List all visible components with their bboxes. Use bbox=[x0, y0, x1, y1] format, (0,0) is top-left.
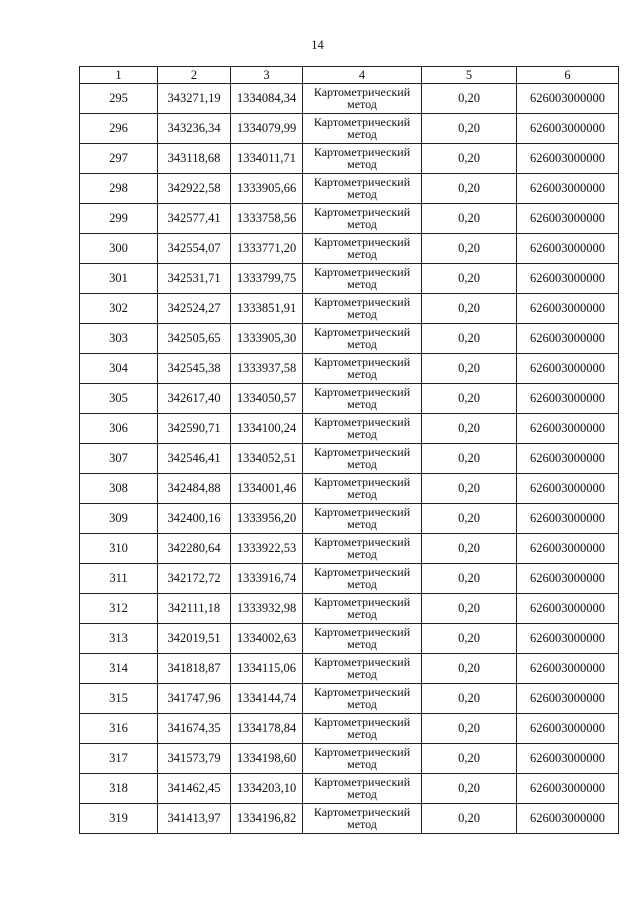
method-label-line2: метод bbox=[347, 186, 377, 201]
method-cell bbox=[303, 264, 422, 294]
accuracy-cell: 0,20 bbox=[422, 204, 517, 234]
table-row bbox=[80, 84, 619, 114]
accuracy-cell: 0,20 bbox=[422, 114, 517, 144]
method-label-line1: Картометрический bbox=[313, 775, 411, 789]
code-cell: 626003000000 bbox=[517, 444, 619, 474]
point-number-cell: 307 bbox=[80, 444, 158, 474]
y-coordinate-cell: 1333916,74 bbox=[231, 564, 303, 594]
point-number-cell: 297 bbox=[80, 144, 158, 174]
table-row bbox=[80, 234, 619, 264]
accuracy-cell: 0,20 bbox=[422, 324, 517, 354]
method-cell bbox=[303, 684, 422, 714]
coordinates-table bbox=[79, 66, 619, 834]
y-coordinate-cell: 1334050,57 bbox=[231, 384, 303, 414]
table-row bbox=[80, 354, 619, 384]
method-label-line2: метод bbox=[347, 126, 377, 141]
method-label-line2: метод bbox=[347, 246, 377, 261]
method-cell bbox=[303, 204, 422, 234]
accuracy-cell: 0,20 bbox=[422, 174, 517, 204]
method-cell bbox=[303, 84, 422, 114]
y-coordinate-cell: 1334203,10 bbox=[231, 774, 303, 804]
code-cell: 626003000000 bbox=[517, 684, 619, 714]
y-coordinate-cell: 1334196,82 bbox=[231, 804, 303, 834]
x-coordinate-cell: 342280,64 bbox=[158, 534, 231, 564]
accuracy-cell: 0,20 bbox=[422, 564, 517, 594]
y-coordinate-cell: 1333937,58 bbox=[231, 354, 303, 384]
method-label-line1: Картометрический bbox=[313, 565, 411, 579]
method-label-line1: Картометрический bbox=[313, 625, 411, 639]
accuracy-cell: 0,20 bbox=[422, 294, 517, 324]
method-label-line1: Картометрический bbox=[313, 535, 411, 549]
page-number: 14 bbox=[311, 38, 324, 52]
accuracy-cell: 0,20 bbox=[422, 804, 517, 834]
method-label-line1: Картометрический bbox=[313, 145, 411, 159]
method-label-line2: метод bbox=[347, 306, 377, 321]
accuracy-cell: 0,20 bbox=[422, 654, 517, 684]
method-label-line2: метод bbox=[347, 606, 377, 621]
method-label-line1: Картометрический bbox=[313, 415, 411, 429]
x-coordinate-cell: 343271,19 bbox=[158, 84, 231, 114]
y-coordinate-cell: 1333771,20 bbox=[231, 234, 303, 264]
method-cell bbox=[303, 144, 422, 174]
code-cell: 626003000000 bbox=[517, 564, 619, 594]
accuracy-cell: 0,20 bbox=[422, 534, 517, 564]
method-cell bbox=[303, 234, 422, 264]
table-header-row bbox=[80, 67, 619, 84]
y-coordinate-cell: 1333922,53 bbox=[231, 534, 303, 564]
point-number-cell: 296 bbox=[80, 114, 158, 144]
y-coordinate-cell: 1333905,30 bbox=[231, 324, 303, 354]
accuracy-cell: 0,20 bbox=[422, 594, 517, 624]
method-label-line2: метод bbox=[347, 456, 377, 471]
x-coordinate-cell: 342111,18 bbox=[158, 594, 231, 624]
code-cell: 626003000000 bbox=[517, 654, 619, 684]
table-row bbox=[80, 384, 619, 414]
point-number-cell: 312 bbox=[80, 594, 158, 624]
x-coordinate-cell: 342524,27 bbox=[158, 294, 231, 324]
code-cell: 626003000000 bbox=[517, 414, 619, 444]
method-label-line2: метод bbox=[347, 666, 377, 681]
point-number-cell: 302 bbox=[80, 294, 158, 324]
y-coordinate-cell: 1333932,98 bbox=[231, 594, 303, 624]
point-number-cell: 306 bbox=[80, 414, 158, 444]
y-coordinate-cell: 1334011,71 bbox=[231, 144, 303, 174]
x-coordinate-cell: 342577,41 bbox=[158, 204, 231, 234]
accuracy-cell: 0,20 bbox=[422, 474, 517, 504]
point-number-cell: 317 bbox=[80, 744, 158, 774]
accuracy-cell: 0,20 bbox=[422, 384, 517, 414]
table-row bbox=[80, 294, 619, 324]
y-coordinate-cell: 1334052,51 bbox=[231, 444, 303, 474]
method-label-line1: Картометрический bbox=[313, 85, 411, 99]
method-label-line1: Картометрический bbox=[313, 235, 411, 249]
code-cell: 626003000000 bbox=[517, 204, 619, 234]
y-coordinate-cell: 1333758,56 bbox=[231, 204, 303, 234]
accuracy-cell: 0,20 bbox=[422, 504, 517, 534]
point-number-cell: 308 bbox=[80, 474, 158, 504]
method-cell bbox=[303, 294, 422, 324]
method-cell bbox=[303, 414, 422, 444]
y-coordinate-cell: 1334002,63 bbox=[231, 624, 303, 654]
method-label-line1: Картометрический bbox=[313, 385, 411, 399]
accuracy-cell: 0,20 bbox=[422, 414, 517, 444]
method-cell bbox=[303, 654, 422, 684]
code-cell: 626003000000 bbox=[517, 294, 619, 324]
method-label-line2: метод bbox=[347, 516, 377, 531]
point-number-cell: 305 bbox=[80, 384, 158, 414]
method-cell bbox=[303, 354, 422, 384]
method-cell bbox=[303, 444, 422, 474]
code-cell: 626003000000 bbox=[517, 114, 619, 144]
method-label-line2: метод bbox=[347, 276, 377, 291]
table-row bbox=[80, 324, 619, 354]
point-number-cell: 298 bbox=[80, 174, 158, 204]
method-label-line1: Картометрический bbox=[313, 685, 411, 699]
point-number-cell: 313 bbox=[80, 624, 158, 654]
accuracy-cell: 0,20 bbox=[422, 714, 517, 744]
method-cell bbox=[303, 384, 422, 414]
table-row bbox=[80, 444, 619, 474]
point-number-cell: 303 bbox=[80, 324, 158, 354]
x-coordinate-cell: 341818,87 bbox=[158, 654, 231, 684]
method-label-line2: метод bbox=[347, 576, 377, 591]
method-label-line2: метод bbox=[347, 336, 377, 351]
method-cell bbox=[303, 474, 422, 504]
code-cell: 626003000000 bbox=[517, 774, 619, 804]
accuracy-cell: 0,20 bbox=[422, 624, 517, 654]
y-coordinate-cell: 1333956,20 bbox=[231, 504, 303, 534]
point-number-cell: 295 bbox=[80, 84, 158, 114]
code-cell: 626003000000 bbox=[517, 84, 619, 114]
method-label-line2: метод bbox=[347, 786, 377, 801]
method-label-line1: Картометрический bbox=[313, 655, 411, 669]
point-number-cell: 310 bbox=[80, 534, 158, 564]
method-label-line1: Картометрический bbox=[313, 445, 411, 459]
method-label-line1: Картометрический bbox=[313, 475, 411, 489]
y-coordinate-cell: 1334178,84 bbox=[231, 714, 303, 744]
accuracy-cell: 0,20 bbox=[422, 264, 517, 294]
method-label-line2: метод bbox=[347, 636, 377, 651]
y-coordinate-cell: 1333851,91 bbox=[231, 294, 303, 324]
method-label-line1: Картометрический bbox=[313, 205, 411, 219]
method-label-line1: Картометрический bbox=[313, 805, 411, 819]
table-row bbox=[80, 114, 619, 144]
table-row bbox=[80, 684, 619, 714]
method-cell bbox=[303, 624, 422, 654]
code-cell: 626003000000 bbox=[517, 384, 619, 414]
method-label-line1: Картометрический bbox=[313, 595, 411, 609]
method-label-line1: Картометрический bbox=[313, 355, 411, 369]
x-coordinate-cell: 342545,38 bbox=[158, 354, 231, 384]
method-cell bbox=[303, 534, 422, 564]
y-coordinate-cell: 1334144,74 bbox=[231, 684, 303, 714]
code-cell: 626003000000 bbox=[517, 534, 619, 564]
method-cell bbox=[303, 594, 422, 624]
x-coordinate-cell: 342546,41 bbox=[158, 444, 231, 474]
accuracy-cell: 0,20 bbox=[422, 144, 517, 174]
method-label-line2: метод bbox=[347, 156, 377, 171]
accuracy-cell: 0,20 bbox=[422, 234, 517, 264]
x-coordinate-cell: 343236,34 bbox=[158, 114, 231, 144]
accuracy-cell: 0,20 bbox=[422, 84, 517, 114]
x-coordinate-cell: 341674,35 bbox=[158, 714, 231, 744]
code-cell: 626003000000 bbox=[517, 264, 619, 294]
y-coordinate-cell: 1333799,75 bbox=[231, 264, 303, 294]
method-label-line1: Картометрический bbox=[313, 175, 411, 189]
x-coordinate-cell: 342505,65 bbox=[158, 324, 231, 354]
point-number-cell: 300 bbox=[80, 234, 158, 264]
table-row bbox=[80, 714, 619, 744]
accuracy-cell: 0,20 bbox=[422, 444, 517, 474]
method-label-line2: метод bbox=[347, 396, 377, 411]
code-cell: 626003000000 bbox=[517, 324, 619, 354]
x-coordinate-cell: 342617,40 bbox=[158, 384, 231, 414]
x-coordinate-cell: 342922,58 bbox=[158, 174, 231, 204]
point-number-cell: 301 bbox=[80, 264, 158, 294]
point-number-cell: 299 bbox=[80, 204, 158, 234]
x-coordinate-cell: 342019,51 bbox=[158, 624, 231, 654]
method-cell bbox=[303, 804, 422, 834]
method-cell bbox=[303, 174, 422, 204]
table-row bbox=[80, 414, 619, 444]
code-cell: 626003000000 bbox=[517, 504, 619, 534]
accuracy-cell: 0,20 bbox=[422, 684, 517, 714]
table-row bbox=[80, 174, 619, 204]
method-label-line2: метод bbox=[347, 726, 377, 741]
method-label-line1: Картометрический bbox=[313, 745, 411, 759]
method-label-line2: метод bbox=[347, 696, 377, 711]
y-coordinate-cell: 1334198,60 bbox=[231, 744, 303, 774]
table-row bbox=[80, 654, 619, 684]
point-number-cell: 314 bbox=[80, 654, 158, 684]
method-label-line2: метод bbox=[347, 756, 377, 771]
x-coordinate-cell: 341413,97 bbox=[158, 804, 231, 834]
method-label-line1: Картометрический bbox=[313, 325, 411, 339]
x-coordinate-cell: 342484,88 bbox=[158, 474, 231, 504]
point-number-cell: 316 bbox=[80, 714, 158, 744]
x-coordinate-cell: 342531,71 bbox=[158, 264, 231, 294]
x-coordinate-cell: 342172,72 bbox=[158, 564, 231, 594]
column-header: 5 bbox=[422, 67, 517, 84]
method-label-line2: метод bbox=[347, 546, 377, 561]
method-label-line1: Картометрический bbox=[313, 115, 411, 129]
method-cell bbox=[303, 774, 422, 804]
y-coordinate-cell: 1334079,99 bbox=[231, 114, 303, 144]
method-label-line1: Картометрический bbox=[313, 295, 411, 309]
table-row bbox=[80, 564, 619, 594]
x-coordinate-cell: 342554,07 bbox=[158, 234, 231, 264]
method-cell bbox=[303, 564, 422, 594]
x-coordinate-cell: 342400,16 bbox=[158, 504, 231, 534]
table-row bbox=[80, 204, 619, 234]
accuracy-cell: 0,20 bbox=[422, 744, 517, 774]
method-label-line2: метод bbox=[347, 216, 377, 231]
column-header: 1 bbox=[80, 67, 158, 84]
table-row bbox=[80, 624, 619, 654]
column-header: 6 bbox=[517, 67, 619, 84]
code-cell: 626003000000 bbox=[517, 624, 619, 654]
table-row bbox=[80, 774, 619, 804]
x-coordinate-cell: 342590,71 bbox=[158, 414, 231, 444]
y-coordinate-cell: 1334001,46 bbox=[231, 474, 303, 504]
y-coordinate-cell: 1334100,24 bbox=[231, 414, 303, 444]
table-row bbox=[80, 144, 619, 174]
x-coordinate-cell: 341462,45 bbox=[158, 774, 231, 804]
code-cell: 626003000000 bbox=[517, 744, 619, 774]
x-coordinate-cell: 341573,79 bbox=[158, 744, 231, 774]
point-number-cell: 318 bbox=[80, 774, 158, 804]
method-label-line1: Картометрический bbox=[313, 505, 411, 519]
code-cell: 626003000000 bbox=[517, 174, 619, 204]
column-header: 4 bbox=[303, 67, 422, 84]
table-row bbox=[80, 474, 619, 504]
table-row bbox=[80, 504, 619, 534]
point-number-cell: 315 bbox=[80, 684, 158, 714]
table-row bbox=[80, 594, 619, 624]
method-label-line2: метод bbox=[347, 816, 377, 831]
code-cell: 626003000000 bbox=[517, 234, 619, 264]
method-cell bbox=[303, 504, 422, 534]
method-label-line2: метод bbox=[347, 96, 377, 111]
code-cell: 626003000000 bbox=[517, 594, 619, 624]
method-cell bbox=[303, 114, 422, 144]
method-cell bbox=[303, 744, 422, 774]
table-row bbox=[80, 264, 619, 294]
method-label-line1: Картометрический bbox=[313, 715, 411, 729]
method-label-line2: метод bbox=[347, 486, 377, 501]
code-cell: 626003000000 bbox=[517, 804, 619, 834]
method-cell bbox=[303, 714, 422, 744]
table-row bbox=[80, 534, 619, 564]
code-cell: 626003000000 bbox=[517, 474, 619, 504]
code-cell: 626003000000 bbox=[517, 144, 619, 174]
y-coordinate-cell: 1334115,06 bbox=[231, 654, 303, 684]
accuracy-cell: 0,20 bbox=[422, 774, 517, 804]
column-header: 3 bbox=[231, 67, 303, 84]
table-row bbox=[80, 804, 619, 834]
method-label-line1: Картометрический bbox=[313, 265, 411, 279]
point-number-cell: 319 bbox=[80, 804, 158, 834]
x-coordinate-cell: 341747,96 bbox=[158, 684, 231, 714]
method-cell bbox=[303, 324, 422, 354]
column-header: 2 bbox=[158, 67, 231, 84]
point-number-cell: 309 bbox=[80, 504, 158, 534]
code-cell: 626003000000 bbox=[517, 354, 619, 384]
x-coordinate-cell: 343118,68 bbox=[158, 144, 231, 174]
point-number-cell: 311 bbox=[80, 564, 158, 594]
y-coordinate-cell: 1333905,66 bbox=[231, 174, 303, 204]
accuracy-cell: 0,20 bbox=[422, 354, 517, 384]
y-coordinate-cell: 1334084,34 bbox=[231, 84, 303, 114]
method-label-line2: метод bbox=[347, 366, 377, 381]
point-number-cell: 304 bbox=[80, 354, 158, 384]
code-cell: 626003000000 bbox=[517, 714, 619, 744]
table-row bbox=[80, 744, 619, 774]
method-label-line2: метод bbox=[347, 426, 377, 441]
